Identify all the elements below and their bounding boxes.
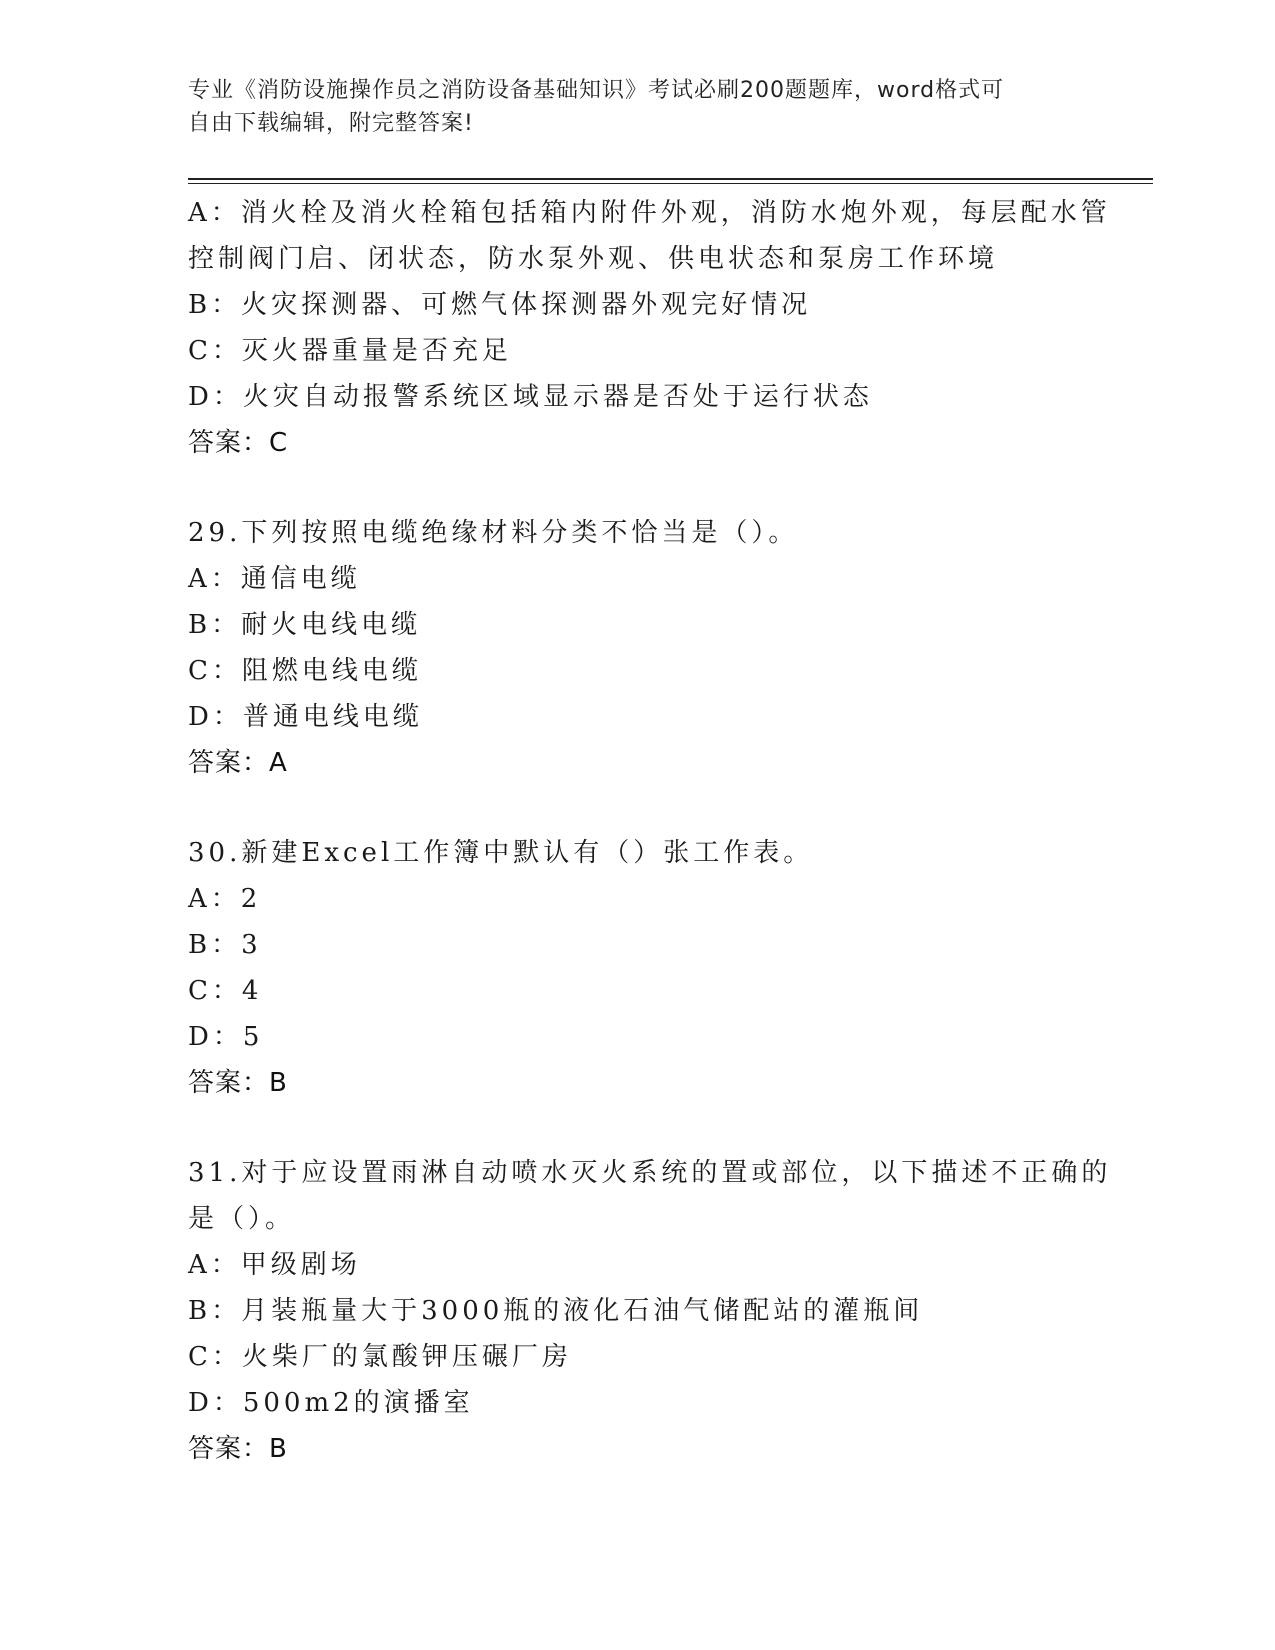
question-text-line-2: 是（）。 xyxy=(188,1204,296,1234)
option-c: C：阻燃电线电缆 xyxy=(188,656,422,686)
question-31 xyxy=(188,1150,1112,1472)
option-a: A：2 xyxy=(188,884,262,914)
question-28 xyxy=(188,190,1111,466)
document-header xyxy=(188,74,1068,140)
question-text-line-1: 31.对于应设置雨淋自动喷水灭火系统的置或部位，以下描述不正确的 xyxy=(188,1158,1112,1188)
question-29 xyxy=(188,510,1088,786)
option-c: C：火柴厂的氯酸钾压碾厂房 xyxy=(188,1342,572,1372)
option-d: D：500m2的演播室 xyxy=(188,1388,474,1418)
option-b: B：月装瓶量大于3000瓶的液化石油气储配站的灌瓶间 xyxy=(188,1296,924,1326)
question-30 xyxy=(188,830,1088,1106)
spacer xyxy=(188,1106,1088,1150)
question-list xyxy=(188,190,1112,1472)
header-divider-thick xyxy=(188,178,1153,180)
answer: 答案：A xyxy=(188,748,288,778)
option-d: D：5 xyxy=(188,1022,264,1052)
spacer xyxy=(188,786,1088,830)
option-a-line-2: 控制阀门启、闭状态，防水泵外观、供电状态和泵房工作环境 xyxy=(188,244,999,274)
option-b: B：3 xyxy=(188,930,262,960)
option-c: C：4 xyxy=(188,976,263,1006)
header-divider-thin xyxy=(188,183,1153,184)
header-line-1: 专业《消防设施操作员之消防设备基础知识》考试必刷200题题库，word格式可 xyxy=(188,78,1005,103)
question-text: 29.下列按照电缆绝缘材料分类不恰当是（）。 xyxy=(188,518,799,548)
spacer xyxy=(188,466,1088,510)
option-d: D：普通电线电缆 xyxy=(188,702,423,732)
option-a-line-1: A：消火栓及消火栓箱包括箱内附件外观，消防水炮外观，每层配水管 xyxy=(188,198,1111,228)
option-b: B：耐火电线电缆 xyxy=(188,610,422,640)
answer: 答案：B xyxy=(188,1068,288,1098)
option-d: D：火灾自动报警系统区域显示器是否处于运行状态 xyxy=(188,382,873,412)
answer: 答案：B xyxy=(188,1434,288,1464)
answer: 答案：C xyxy=(188,428,289,458)
question-text: 30.新建Excel工作簿中默认有（）张工作表。 xyxy=(188,838,814,868)
option-a: A：甲级剧场 xyxy=(188,1250,361,1280)
header-line-2: 自由下载编辑，附完整答案! xyxy=(188,111,474,136)
option-a: A：通信电缆 xyxy=(188,564,361,594)
option-c: C：灭火器重量是否充足 xyxy=(188,336,512,366)
option-b: B：火灾探测器、可燃气体探测器外观完好情况 xyxy=(188,290,812,320)
